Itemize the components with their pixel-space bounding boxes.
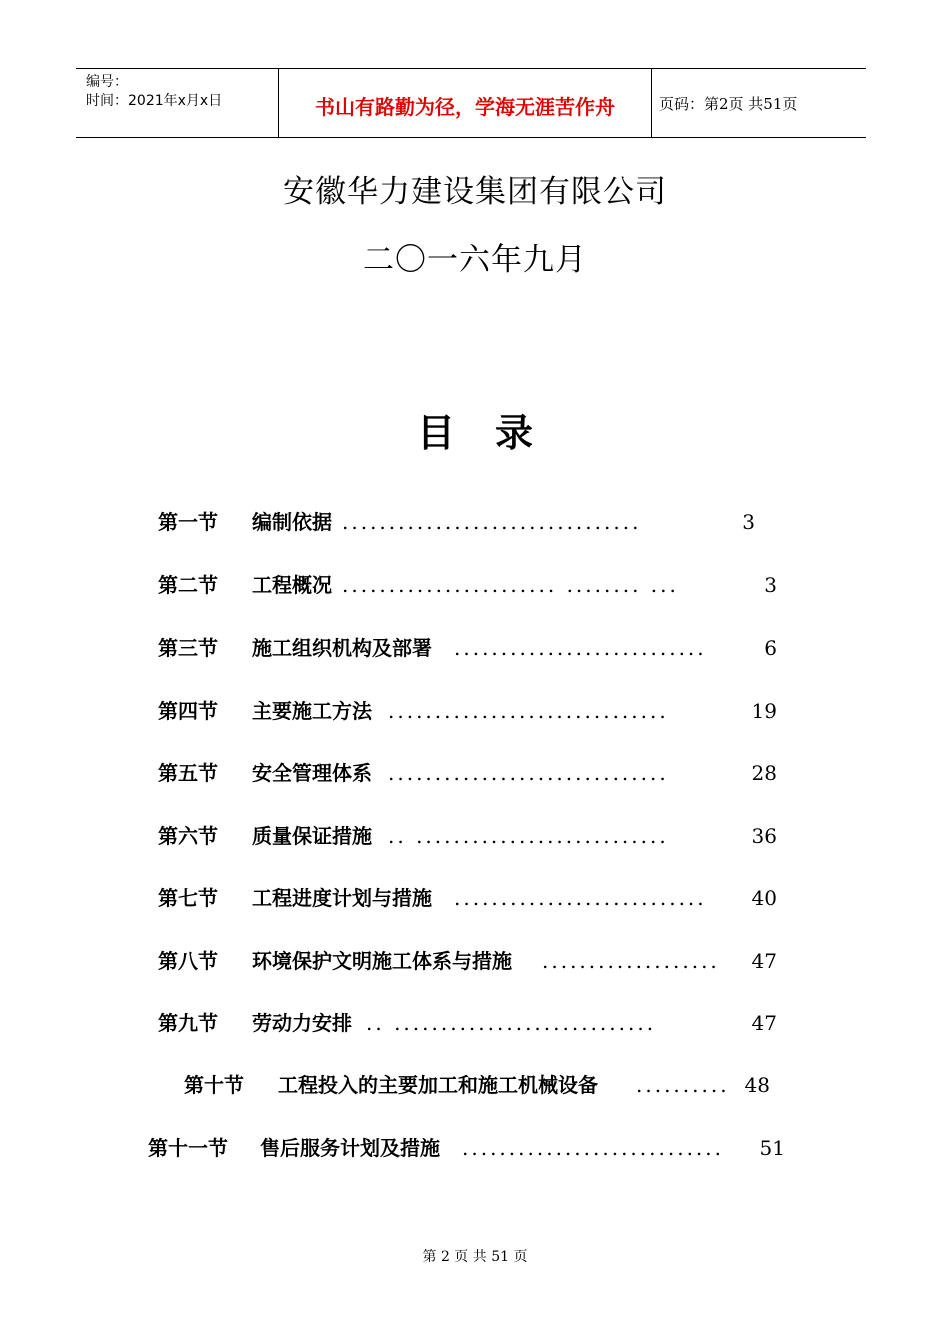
- toc-entry[interactable]: [148, 1134, 785, 1162]
- toc-leader: ..............................: [388, 761, 669, 785]
- toc-leader: ................................: [342, 510, 642, 534]
- toc-leader: .. ...........................: [388, 824, 669, 848]
- toc-entry[interactable]: [158, 1009, 777, 1037]
- toc-page: 3: [764, 573, 777, 597]
- toc-entry[interactable]: [158, 822, 777, 850]
- toc-page: 47: [751, 1011, 777, 1035]
- toc-page: 48: [744, 1073, 770, 1097]
- toc-title-text: 劳动力安排: [252, 1011, 352, 1035]
- toc-section: 第二节: [158, 573, 218, 597]
- toc-page: 51: [759, 1136, 785, 1160]
- motto-text: 书山有路勤为径，学海无涯苦作舟: [315, 95, 615, 119]
- toc-page: 6: [764, 636, 777, 660]
- toc-leader: ..............................: [388, 699, 669, 723]
- toc-section: 第十一节: [148, 1136, 228, 1160]
- toc-page: 19: [751, 699, 777, 723]
- toc-leader: .. ............................: [366, 1011, 657, 1035]
- toc-page: 40: [751, 886, 777, 910]
- toc-entry[interactable]: [158, 571, 777, 599]
- toc-leader: ...........................: [454, 636, 707, 660]
- toc-title-text: 主要施工方法: [252, 699, 372, 723]
- toc-section: 第八节: [158, 949, 218, 973]
- toc-title-text: 工程概况: [252, 573, 332, 597]
- toc-section: 第一节: [158, 510, 218, 534]
- toc-entry[interactable]: [158, 947, 777, 975]
- toc-entry[interactable]: [158, 508, 755, 536]
- toc-title-text: 施工组织机构及部署: [252, 636, 432, 660]
- toc-leader: ....................... ........ ...: [342, 573, 679, 597]
- toc-entry[interactable]: [158, 697, 777, 725]
- toc-section: 第六节: [158, 824, 218, 848]
- page-info: 页码：第2页 共51页: [659, 95, 798, 113]
- toc-section: 第九节: [158, 1011, 218, 1035]
- toc-entry[interactable]: [158, 759, 777, 787]
- toc-title-text: 环境保护文明施工体系与措施: [252, 949, 512, 973]
- toc-leader: ............................: [462, 1136, 725, 1160]
- toc-page: 3: [742, 510, 755, 534]
- toc-page: 28: [751, 761, 777, 785]
- time-label: 时间：2021年x月x日: [86, 93, 223, 109]
- toc-page: 47: [751, 949, 777, 973]
- toc-title: 目录: [416, 410, 573, 455]
- toc-section: 第七节: [158, 886, 218, 910]
- toc-title-text: 安全管理体系: [252, 761, 372, 785]
- toc-section: 第五节: [158, 761, 218, 785]
- page-footer: 第 2 页 共 51 页: [422, 1249, 528, 1265]
- toc-title-text: 售后服务计划及措施: [260, 1136, 440, 1160]
- toc-title-text: 工程投入的主要加工和施工机械设备: [278, 1073, 598, 1097]
- company-name: 安徽华力建设集团有限公司: [283, 174, 667, 210]
- toc-entry[interactable]: [184, 1071, 770, 1099]
- header-motto-cell: [278, 69, 652, 137]
- toc-entry[interactable]: [158, 884, 777, 912]
- header-meta-cell: [76, 69, 278, 137]
- header-page-cell: [651, 69, 866, 137]
- toc-page: 36: [751, 824, 777, 848]
- serial-label: 编号：: [86, 74, 128, 90]
- toc-section: 第十节: [184, 1073, 244, 1097]
- toc-leader: ..........: [636, 1073, 730, 1097]
- toc-leader: ...................: [542, 949, 720, 973]
- page-header: [76, 68, 866, 138]
- toc-entry[interactable]: [158, 634, 777, 662]
- toc-section: 第四节: [158, 699, 218, 723]
- toc-title-text: 编制依据: [252, 510, 332, 534]
- toc-title-text: 工程进度计划与措施: [252, 886, 432, 910]
- toc-title-text: 质量保证措施: [252, 824, 372, 848]
- toc-leader: ...........................: [454, 886, 707, 910]
- toc-section: 第三节: [158, 636, 218, 660]
- document-date: 二〇一六年九月: [363, 242, 587, 278]
